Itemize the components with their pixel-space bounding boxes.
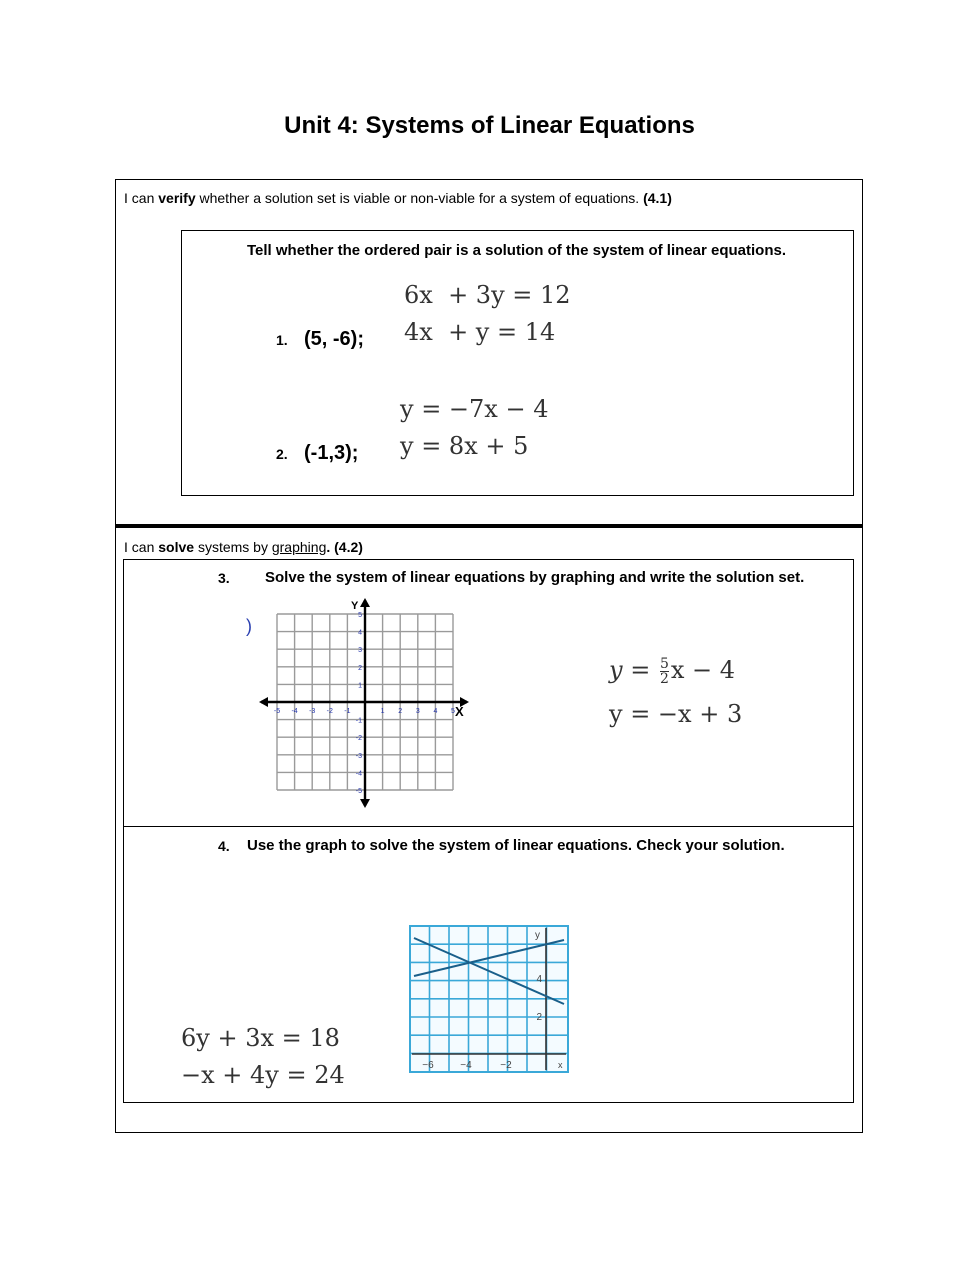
x-tick-label: -4 (291, 708, 298, 715)
y-tick-label: 3 (358, 647, 362, 655)
problem-2-pair: (-1,3); (304, 442, 359, 464)
x-tick-label: 1 (380, 708, 385, 715)
problem-4-eq1: 6y + 3x = 18 (181, 1024, 340, 1052)
y-tick-label: -2 (355, 735, 362, 743)
x-tick-label: 3 (415, 708, 420, 715)
problem-3-eq1: y = $\frac{5}{2}$ x − 4 (609, 656, 736, 687)
problem-3-number: 3. (218, 570, 230, 586)
blue-line-graph (408, 924, 570, 1074)
y-tick-label: -1 (355, 717, 362, 725)
stray-mark: ) (246, 616, 252, 636)
y-axis-label: Y (351, 600, 359, 612)
problem-4-number: 4. (218, 838, 230, 854)
y-tick-label: -5 (355, 788, 362, 795)
y-tick-label: 2 (536, 1012, 542, 1023)
y-axis-arrow-down (360, 799, 370, 808)
x-tick-label: 5 (451, 708, 455, 715)
problem-4-instruction: Use the graph to solve the system of linear equations. Check your solution. (247, 837, 785, 854)
page-title: Unit 4: Systems of Linear Equations (284, 112, 695, 139)
x-axis-label: x (558, 1060, 563, 1070)
x-tick-label: 4 (433, 708, 438, 715)
x-tick-label: −6 (422, 1060, 434, 1071)
problem-4-eq2: −x + 4y = 24 (181, 1061, 345, 1089)
fraction-5-2: $\frac{5}{2}$ (659, 656, 669, 687)
y-tick-label: 4 (536, 974, 542, 985)
objective-4-1: I can verify whether a solution set is viable or non-viable for a system of equations. (4.1) (124, 190, 672, 206)
problem-3-eq2: y = −x + 3 (609, 700, 743, 728)
problem-1-pair: (5, -6); (304, 328, 364, 350)
y-tick-label: -3 (355, 752, 362, 760)
problem-1-number: 1. (276, 332, 288, 348)
x-axis-arrow-left (259, 697, 268, 707)
x-tick-label: -5 (273, 708, 281, 715)
coordinate-grid (255, 596, 477, 810)
x-tick-label: -2 (326, 708, 333, 715)
x-tick-label: 2 (398, 708, 403, 715)
problem-1-eq2: 4x + y = 14 (404, 318, 556, 346)
y-tick-label: 5 (358, 612, 362, 619)
y-tick-label: -4 (355, 770, 362, 778)
y-axis-label: y (535, 930, 540, 941)
y-axis-arrow-up (360, 598, 370, 607)
problem-2-eq2: y = 8x + 5 (400, 432, 529, 460)
problem-3-instruction: Solve the system of linear equations by graphing and write the solution set. (265, 569, 805, 586)
problem-2-number: 2. (276, 446, 288, 462)
x-tick-label: −2 (500, 1060, 512, 1071)
x-tick-label: -1 (344, 708, 351, 715)
problem-separator (123, 826, 854, 827)
x-tick-label: −4 (460, 1060, 472, 1071)
y-tick-label: 2 (358, 664, 362, 672)
y-tick-label: 1 (358, 682, 362, 690)
x-tick-label: -3 (309, 708, 316, 715)
x-axis-label: X (455, 704, 464, 719)
verify-instruction: Tell whether the ordered pair is a solution of the system of linear equations. (247, 242, 786, 259)
y-tick-label: 4 (358, 629, 362, 637)
section-divider (115, 524, 863, 528)
problem-2-eq1: y = −7x − 4 (400, 395, 549, 423)
graphing-link: graphing (271, 539, 327, 555)
objective-4-2: I can solve systems by graphing. (4.2) (124, 539, 363, 555)
problem-1-eq1: 6x + 3y = 12 (404, 281, 571, 309)
